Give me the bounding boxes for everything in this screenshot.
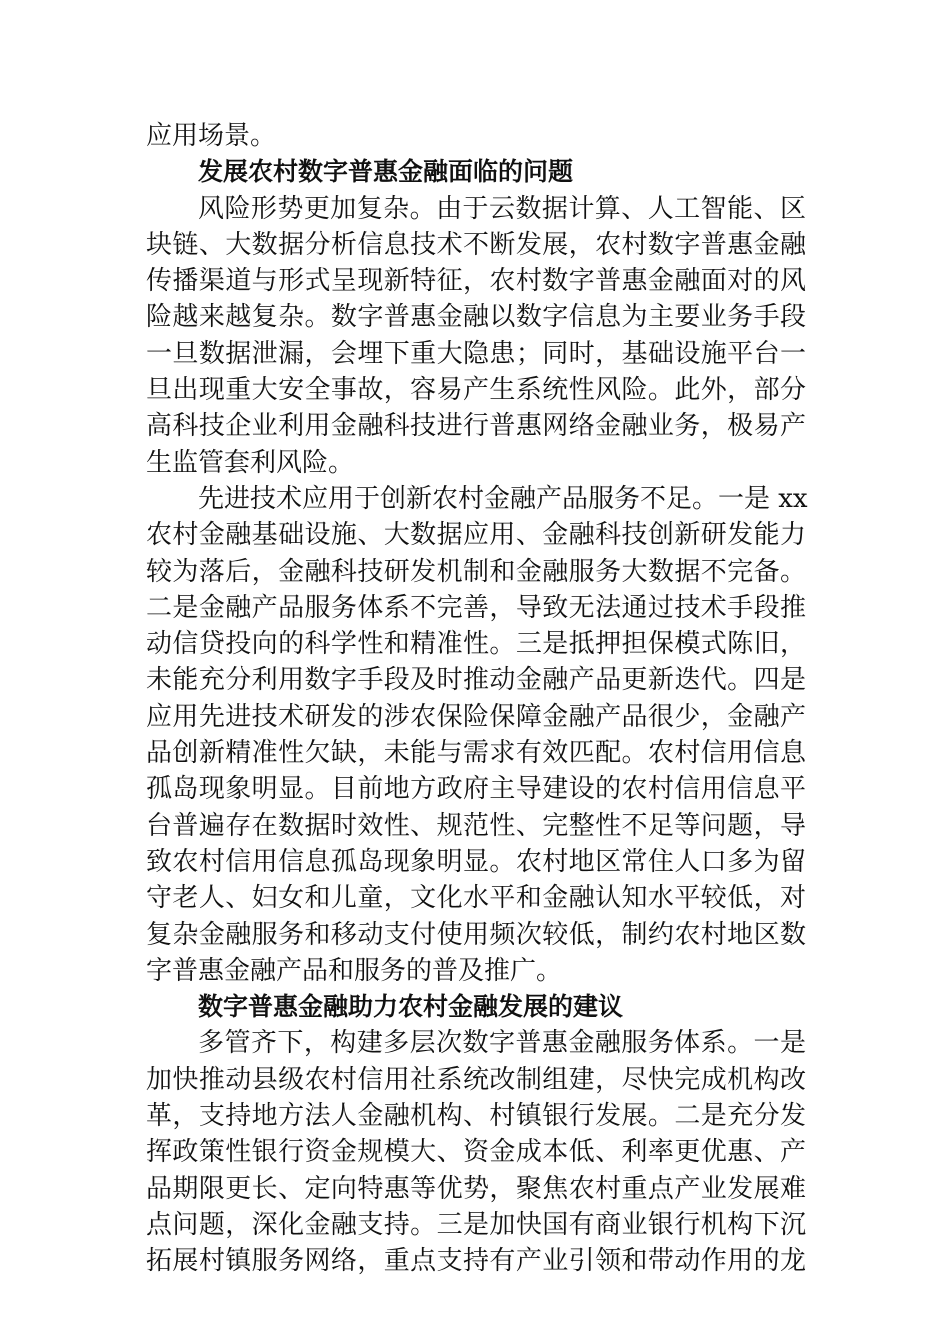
paragraph-line: 孤岛现象明显。目前地方政府主导建设的农村信用信息平 xyxy=(146,774,806,805)
section-heading: 数字普惠金融助力农村金融发展的建议 xyxy=(198,992,624,1022)
paragraph-first-line: 多管齐下，构建多层次数字普惠金融服务体系。一是 xyxy=(198,1028,806,1059)
paragraph-line: 险越来越复杂。数字普惠金融以数字信息为主要业务手段 xyxy=(146,302,806,333)
paragraph-line: 农村金融基础设施、大数据应用、金融科技创新研发能力 xyxy=(146,520,806,551)
paragraph-line: 复杂金融服务和移动支付使用频次较低，制约农村地区数 xyxy=(146,919,806,950)
paragraph-last-line: 字普惠金融产品和服务的普及推广。 xyxy=(146,955,563,986)
paragraph-line: 致农村信用信息孤岛现象明显。农村地区常住人口多为留 xyxy=(146,846,806,877)
paragraph-line: 点问题，深化金融支持。三是加快国有商业银行机构下沉 xyxy=(146,1209,806,1240)
paragraph-line: 应用先进技术研发的涉农保险保障金融产品很少，金融产 xyxy=(146,701,806,732)
paragraph-line: 台普遍存在数据时效性、规范性、完整性不足等问题，导 xyxy=(146,810,806,841)
document-body xyxy=(146,118,806,1280)
paragraph-last-line: 应用场景。 xyxy=(146,121,277,151)
paragraph-line: 较为落后，金融科技研发机制和金融服务大数据不完备。 xyxy=(146,556,806,587)
paragraph-line: 拓展村镇服务网络，重点支持有产业引领和带动作用的龙 xyxy=(146,1246,806,1277)
paragraph-first-line: 先进技术应用于创新农村金融产品服务不足。一是 xx xyxy=(198,483,808,514)
paragraph-line: 品期限更长、定向特惠等优势，聚焦农村重点产业发展难 xyxy=(146,1173,806,1204)
paragraph-line: 旦出现重大安全事故，容易产生系统性风险。此外，部分 xyxy=(146,375,806,406)
paragraph-last-line: 生监管套利风险。 xyxy=(146,447,355,478)
paragraph-line: 块链、大数据分析信息技术不断发展，农村数字普惠金融 xyxy=(146,229,806,260)
paragraph-line: 革，支持地方法人金融机构、村镇银行发展。二是充分发 xyxy=(146,1101,806,1132)
paragraph-line: 未能充分利用数字手段及时推动金融产品更新迭代。四是 xyxy=(146,665,806,696)
paragraph-first-line: 风险形势更加复杂。由于云数据计算、人工智能、区 xyxy=(198,193,806,224)
paragraph-line: 挥政策性银行资金规模大、资金成本低、利率更优惠、产 xyxy=(146,1137,806,1168)
paragraph-line: 高科技企业利用金融科技进行普惠网络金融业务，极易产 xyxy=(146,411,806,442)
paragraph-line: 一旦数据泄漏，会埋下重大隐患；同时，基础设施平台一 xyxy=(146,338,806,369)
paragraph-line: 守老人、妇女和儿童，文化水平和金融认知水平较低，对 xyxy=(146,883,806,914)
paragraph-line: 二是金融产品服务体系不完善，导致无法通过技术手段推 xyxy=(146,592,806,623)
paragraph-line: 传播渠道与形式呈现新特征，农村数字普惠金融面对的风 xyxy=(146,266,806,297)
paragraph-line: 动信贷投向的科学性和精准性。三是抵押担保模式陈旧， xyxy=(146,629,806,660)
paragraph-line: 品创新精准性欠缺，未能与需求有效匹配。农村信用信息 xyxy=(146,738,806,769)
section-heading: 发展农村数字普惠金融面临的问题 xyxy=(198,157,574,187)
paragraph-line: 加快推动县级农村信用社系统改制组建，尽快完成机构改 xyxy=(146,1064,806,1095)
